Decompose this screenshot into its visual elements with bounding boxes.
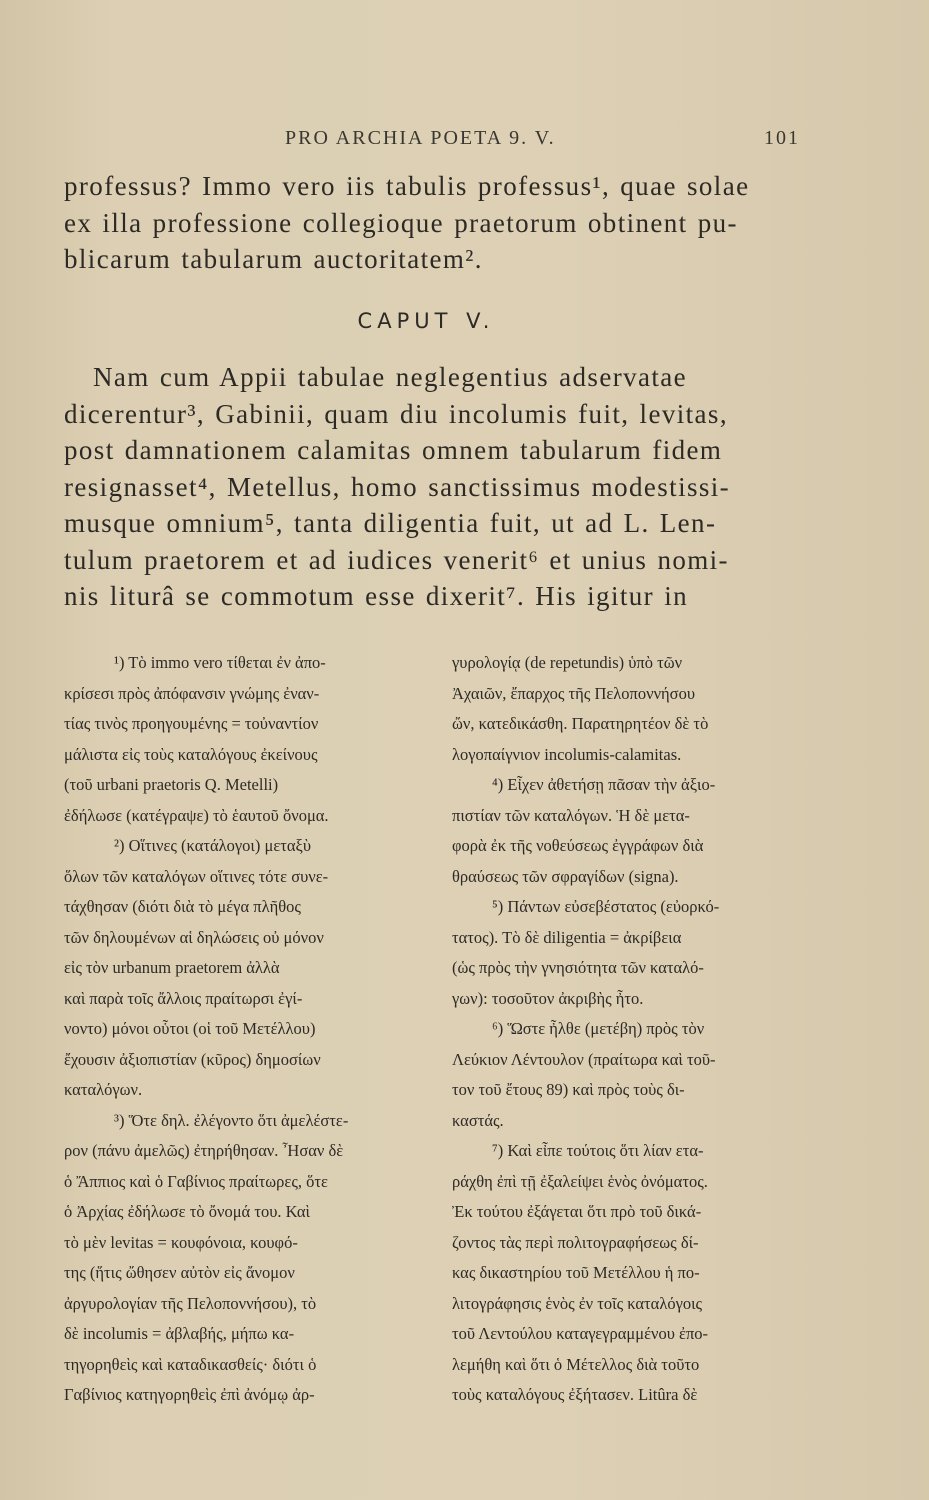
footnote-line: τοῦ Λεντούλου καταγεγραμμένου ἐπο- xyxy=(452,1324,709,1343)
footnote-line: ὁ Ἀρχίας ἐδήλωσε τὸ ὄνομά του. Καὶ xyxy=(64,1202,311,1221)
footnote-line: τῶν δηλουμένων αἱ δηλώσεις οὐ μόνον xyxy=(64,927,324,947)
footnote-line: τοὺς καταλόγους ἐξήτασεν. Litûra δὲ xyxy=(452,1385,698,1404)
footnote-line: τατος). Τὸ δὲ diligentia = ἀκρίβεια xyxy=(452,927,682,947)
opening-paragraph xyxy=(64,168,788,278)
text-line: ex illa professione collegioque praetorum obtinent pu- xyxy=(64,207,738,238)
footnote-line: Ἐκ τούτου ἐξάγεται ὅτι πρὸ τοῦ δικά- xyxy=(452,1202,702,1221)
footnote-line: Λεύκιον Λέντουλον (πραίτωρα καὶ τοῦ- xyxy=(452,1049,716,1069)
chapter-heading: CAPUT V. xyxy=(357,308,495,333)
footnote-line: λεμήθη καὶ ὅτι ὁ Μέτελλος διὰ τοῦτο xyxy=(452,1354,700,1374)
text-line: post damnationem calamitas omnem tabularum fidem xyxy=(64,435,723,465)
footnote-line: τίας τινὸς προηγουμένης = τοὐναντίον xyxy=(64,714,319,733)
footnote-line: φορὰ ἐκ τῆς νοθεύσεως ἐγγράφων διὰ xyxy=(452,836,704,855)
footnote-line: δὲ incolumis = ἀβλαβής, μήπω κα- xyxy=(64,1324,295,1343)
footnote-line: Ἀχαιῶν, ἔπαρχος τῆς Πελοποννήσου xyxy=(452,683,695,703)
footnote-line: ²) Οἵτινες (κατάλογοι) μεταξὺ xyxy=(114,836,312,855)
footnote-line: καὶ παρὰ τοῖς ἄλλοις πραίτωρσι ἐγί- xyxy=(64,988,303,1008)
footnote-line: ρον (πάνυ ἀμελῶς) ἐτηρήθησαν. Ἦσαν δὲ xyxy=(64,1141,344,1160)
footnote-line: ⁴) Εἶχεν ἀθετήσῃ πᾶσαν τὴν ἀξιο- xyxy=(492,775,716,794)
footnote-line: κας δικαστηρίου τοῦ Μετέλλου ἡ πο- xyxy=(452,1263,700,1282)
footnote-line: ⁵) Πάντων εὐσεβέστατος (εὐορκό- xyxy=(492,897,720,916)
footnote-line: ἔχουσιν ἀξιοπιστίαν (κῦρος) δημοσίων xyxy=(64,1049,321,1069)
footnote-line: ¹) Τὸ immo vero τίθεται ἐν ἀπο- xyxy=(114,653,326,672)
footnote-line: κρίσεσι πρὸς ἀπόφανσιν γνώμης ἐναν- xyxy=(64,683,320,703)
text-line: dicerentur³, Gabinii, quam diu incolumis fuit, levitas, xyxy=(64,398,728,429)
footnote-line: λιτογράφησις ἑνὸς ἐν τοῖς καταλόγοις xyxy=(452,1293,703,1313)
text-line: blicarum tabularum auctoritatem². xyxy=(64,244,483,274)
footnote-line: ἀργυρολογίαν τῆς Πελοποννήσου), τὸ xyxy=(64,1293,317,1313)
footnotes-right-column xyxy=(452,648,792,1411)
footnote-line: της (ἥτις ὤθησεν αὐτὸν εἰς ἄνομον xyxy=(64,1263,295,1282)
running-title: PRO ARCHIA POETA 9. V. xyxy=(285,127,556,149)
text-line: professus? Immo vero iis tabulis professus¹, quae solae xyxy=(64,171,750,201)
footnote-line: ὁ Ἄππιος καὶ ὁ Γαβίνιος πραίτωρες, ὅτε xyxy=(64,1171,328,1191)
footnote-line: (τοῦ urbani praetoris Q. Metelli) xyxy=(64,775,279,794)
footnote-line: Γαβίνιος κατηγορηθεὶς ἐπὶ ἀνόμῳ ἀρ- xyxy=(64,1385,315,1404)
text-line: tulum praetorem et ad iudices venerit⁶ et unius nomi- xyxy=(64,544,729,575)
footnote-line: τὸ μὲν levitas = κουφόνοια, κουφό- xyxy=(64,1232,298,1252)
footnote-line: ὅλων τῶν καταλόγων οἵτινες τότε συνε- xyxy=(64,866,329,886)
footnotes xyxy=(64,648,792,1411)
footnote-line: γων): τοσοῦτον ἀκριβὴς ἦτο. xyxy=(452,988,644,1008)
footnote-line: νοντο) μόνοι οὗτοι (οἱ τοῦ Μετέλλου) xyxy=(64,1019,316,1038)
footnote-line: ³) Ὅτε δηλ. ἐλέγοντο ὅτι ἀμελέστε- xyxy=(114,1110,349,1130)
footnote-line: καταλόγων. xyxy=(64,1080,143,1099)
footnote-line: ὤν, κατεδικάσθη. Παρατηρητέον δὲ τὸ xyxy=(452,714,709,733)
footnote-line: ⁶) Ὥστε ἦλθε (μετέβη) πρὸς τὸν xyxy=(492,1019,705,1038)
footnote-line: τον τοῦ ἔτους 89) καὶ πρὸς τοὺς δι- xyxy=(452,1080,685,1099)
footnote-line: ἐδήλωσε (κατέγραψε) τὸ ἑαυτοῦ ὄνομα. xyxy=(64,805,329,825)
footnote-line: θραύσεως τῶν σφραγίδων (signa). xyxy=(452,866,679,886)
footnote-line: εἰς τὸν urbanum praetorem ἀλλὰ xyxy=(64,958,280,977)
footnote-line: λογοπαίγνιον incolumis-calamitas. xyxy=(452,744,682,764)
chapter-paragraph xyxy=(64,359,788,615)
text-line: Nam cum Appii tabulae neglegentius adservatae xyxy=(93,362,688,392)
main-text xyxy=(64,168,788,615)
footnote-line: τηγορηθεὶς καὶ καταδικασθείς· διότι ὁ xyxy=(64,1354,317,1374)
footnote-line: πιστίαν τῶν καταλόγων. Ἡ δὲ μετα- xyxy=(452,805,690,825)
footnote-line: ⁷) Καὶ εἶπε τούτοις ὅτι λίαν ετα- xyxy=(492,1141,704,1160)
footnote-line: ζοντος τὰς περὶ πολιτογραφήσεως δί- xyxy=(452,1232,699,1252)
footnotes-left-column xyxy=(64,648,404,1411)
page-number: 101 xyxy=(764,127,800,149)
footnote-line: ράχθη ἐπὶ τῇ ἐξαλείψει ἑνὸς ὀνόματος. xyxy=(452,1171,708,1191)
footnote-line: γυρολογίᾳ (de repetundis) ὑπὸ τῶν xyxy=(452,653,683,672)
text-line: musque omnium⁵, tanta diligentia fuit, ut ad L. Len- xyxy=(64,508,717,538)
footnote-line: (ὡς πρὸς τὴν γνησιότητα τῶν καταλό- xyxy=(452,958,704,977)
footnote-line: μάλιστα εἰς τοὺς καταλόγους ἐκείνους xyxy=(64,744,318,764)
text-line: resignasset⁴, Metellus, homo sanctissimus modestissi- xyxy=(64,471,731,502)
footnote-line: τάχθησαν (διότι διὰ τὸ μέγα πλῆθος xyxy=(64,897,301,916)
footnote-line: καστάς. xyxy=(452,1110,504,1130)
text-line: nis liturâ se commotum esse dixerit⁷. His igitur in xyxy=(64,581,688,611)
